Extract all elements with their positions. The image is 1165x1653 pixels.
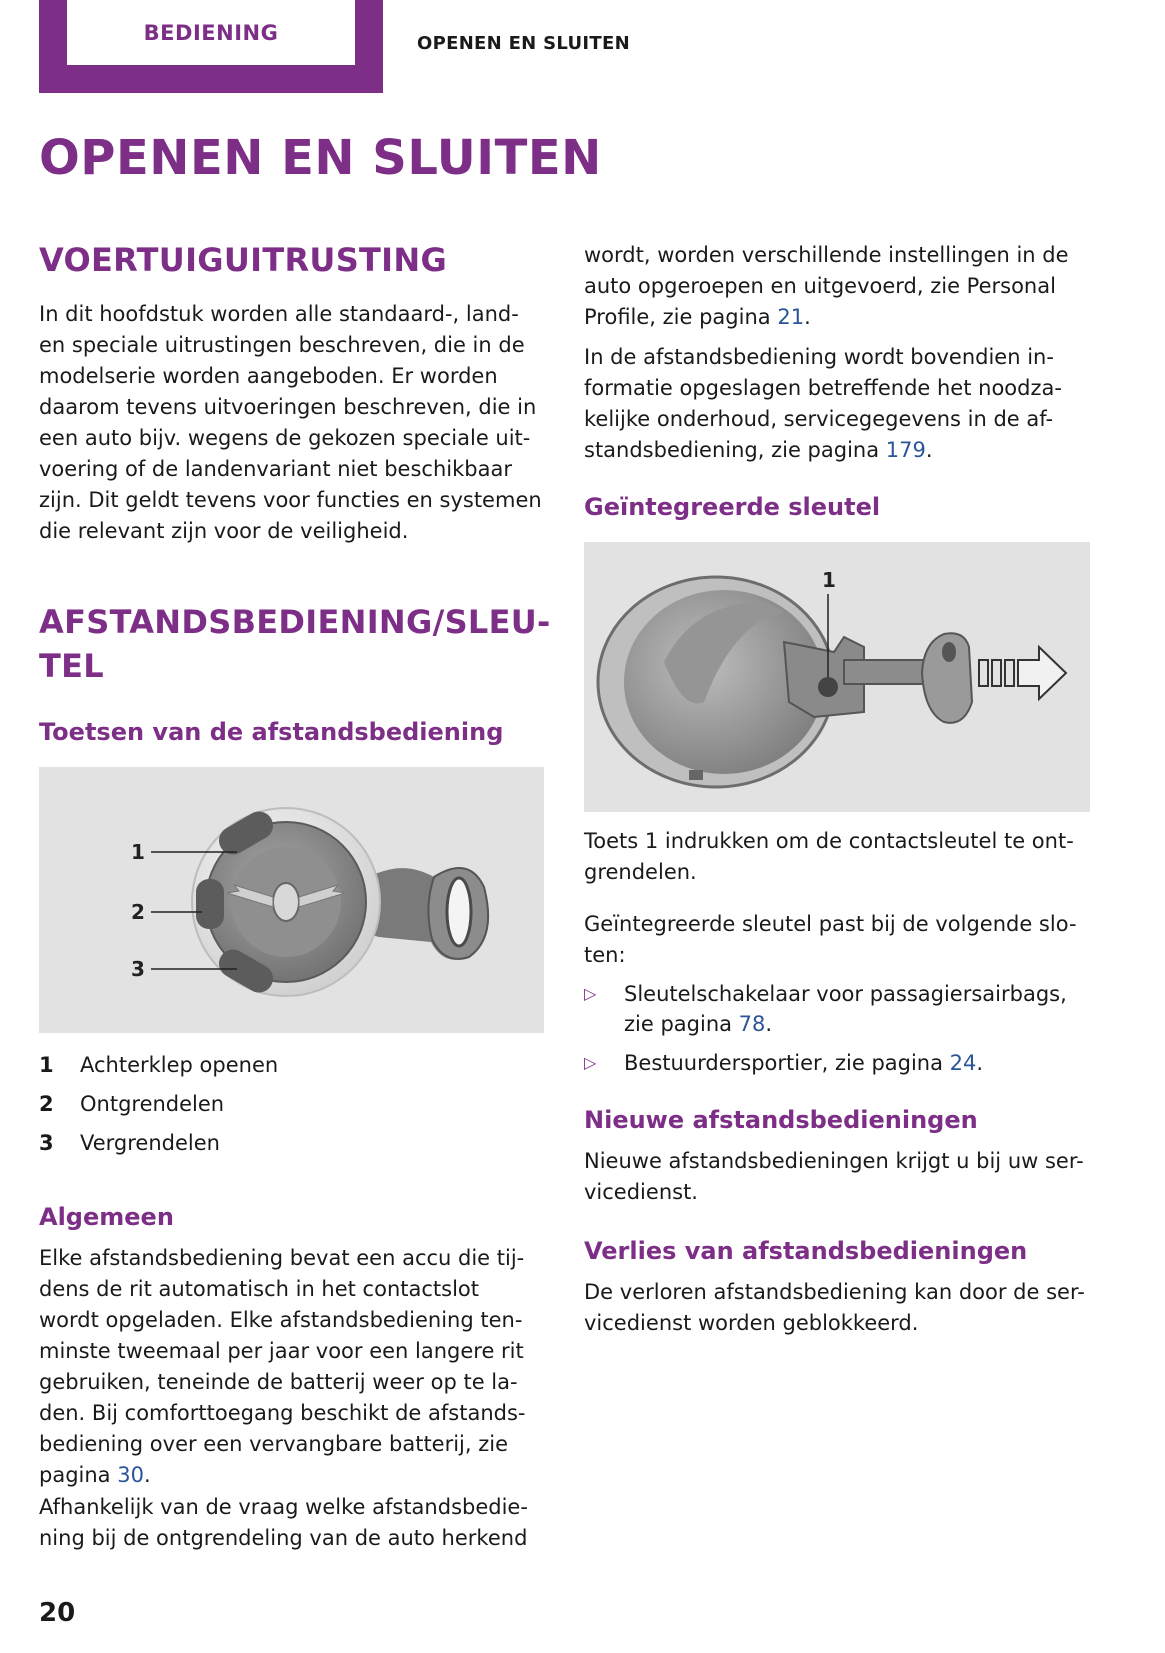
- callout-1: 1: [822, 568, 836, 592]
- text-line: In de afstandsbediening wordt bovendien in-: [584, 345, 1054, 369]
- bullet-triangle-icon: ▷: [584, 984, 597, 1003]
- text-line: grendelen.: [584, 860, 697, 884]
- text-line: [584, 302, 1069, 333]
- legend-number: 1: [39, 1053, 54, 1077]
- text-line: [624, 1009, 1067, 1039]
- list-item: [584, 1048, 983, 1078]
- text-fragment: zie pagina: [624, 1012, 739, 1036]
- text-line: en speciale uitrustingen beschreven, die in de: [39, 333, 525, 357]
- text-line: Geïntegreerde sleutel past bij de volgende slo-: [584, 912, 1077, 936]
- text-line: den. Bij comforttoegang beschikt de afstands-: [39, 1401, 526, 1425]
- section-tab: [39, 0, 383, 93]
- integrated-key-illustration: [584, 542, 1090, 812]
- subheading-toetsen: Toetsen van de afstandsbediening: [39, 718, 504, 746]
- callout-3: 3: [131, 957, 145, 981]
- integrated-key-figure: [584, 542, 1090, 812]
- section-tab-label: BEDIENING: [67, 0, 355, 65]
- text-line: modelserie worden aangeboden. Er worden: [39, 364, 498, 388]
- text-line: bediening over een vervangbare batterij, zie: [39, 1432, 509, 1456]
- heading-verlies: Verlies van afstandsbedieningen: [584, 1237, 1028, 1265]
- callout-2: 2: [131, 900, 145, 924]
- text-fragment: .: [925, 438, 933, 462]
- page-link-179[interactable]: 179: [885, 438, 926, 462]
- text-line: Sleutelschakelaar voor passagiersairbags,: [624, 982, 1067, 1006]
- legend-number: 3: [39, 1131, 54, 1155]
- text-line: De verloren afstandsbediening kan door de ser-: [584, 1280, 1085, 1304]
- text-fragment: Profile, zie pagina: [584, 305, 778, 329]
- text-line: [584, 435, 1062, 466]
- page-link-78[interactable]: 78: [738, 1012, 766, 1036]
- text-line: wordt, worden verschillende instellingen in de: [584, 243, 1069, 267]
- text-line: ning bij de ontgrendeling van de auto herkend: [39, 1526, 528, 1550]
- remote-control-figure: [39, 767, 544, 1033]
- list-item: [584, 979, 1067, 1039]
- text-line: zijn. Dit geldt tevens voor functies en systemen: [39, 488, 542, 512]
- heading-afstandsbediening: [39, 600, 551, 688]
- text-fragment: .: [804, 305, 811, 329]
- legend-item: [39, 1050, 278, 1080]
- legend-label: Ontgrendelen: [80, 1092, 225, 1116]
- text-line: In dit hoofdstuk worden alle standaard-, land-: [39, 302, 519, 326]
- text-line: ten:: [584, 943, 626, 967]
- text-fragment: .: [143, 1463, 151, 1487]
- heading-line: TEL: [39, 647, 104, 685]
- page-link-30[interactable]: 30: [117, 1463, 144, 1487]
- paragraph-personal-profile: [584, 240, 1069, 333]
- page-title: OPENEN EN SLUITEN: [39, 130, 602, 186]
- text-line: formatie opgeslagen betreffende het noodza-: [584, 376, 1062, 400]
- text-line: vicedienst worden geblokkeerd.: [584, 1311, 919, 1335]
- remote-control-illustration: [39, 767, 544, 1033]
- text-fragment: standsbediening, zie pagina: [584, 438, 886, 462]
- text-line: minste tweemaal per jaar voor een langere rit: [39, 1339, 524, 1363]
- heading-nieuwe-afstandsbedieningen: Nieuwe afstandsbedieningen: [584, 1106, 978, 1134]
- heading-geintegreerde-sleutel: Geïntegreerde sleutel: [584, 493, 881, 521]
- paragraph-service-info: [584, 342, 1062, 466]
- text-fragment: .: [976, 1051, 984, 1075]
- running-title: OPENEN EN SLUITEN: [417, 33, 630, 54]
- text-line: die relevant zijn voor de veiligheid.: [39, 519, 409, 543]
- text-fragment: pagina: [39, 1463, 118, 1487]
- heading-voertuiguitrusting: VOERTUIGUITRUSTING: [39, 241, 448, 279]
- text-line: een auto bijv. wegens de gekozen speciale uit-: [39, 426, 531, 450]
- legend-item: [39, 1089, 224, 1119]
- heading-line: AFSTANDSBEDIENING/SLEU-: [39, 603, 551, 641]
- text-fragment: .: [765, 1012, 773, 1036]
- paragraph-nieuwe: [584, 1146, 1084, 1208]
- page-link-21[interactable]: 21: [777, 305, 805, 329]
- text-line: wordt opgeladen. Elke afstandsbediening ten-: [39, 1308, 523, 1332]
- callout-1: 1: [131, 840, 145, 864]
- text-line: Afhankelijk van de vraag welke afstandsbedie-: [39, 1495, 528, 1519]
- legend-label: Achterklep openen: [80, 1053, 279, 1077]
- paragraph-sloten: [584, 909, 1077, 971]
- text-line: daarom tevens uitvoeringen beschreven, die in: [39, 395, 537, 419]
- text-fragment: Bestuurdersportier, zie pagina: [624, 1051, 950, 1075]
- text-line: Elke afstandsbediening bevat een accu die tij-: [39, 1246, 525, 1270]
- legend-item: [39, 1128, 220, 1158]
- text-line: gebruiken, teneinde de batterij weer op te la-: [39, 1370, 518, 1394]
- heading-algemeen: Algemeen: [39, 1203, 174, 1231]
- paragraph-verlies: [584, 1277, 1085, 1339]
- bullet-triangle-icon: ▷: [584, 1053, 597, 1072]
- paragraph-voertuiguitrusting: [39, 299, 542, 547]
- legend-number: 2: [39, 1092, 54, 1116]
- page-number: 20: [39, 1598, 76, 1628]
- text-line: Nieuwe afstandsbedieningen krijgt u bij uw ser-: [584, 1149, 1084, 1173]
- text-line: Toets 1 indrukken om de contactsleutel te ont-: [584, 829, 1074, 853]
- legend-label: Vergrendelen: [80, 1131, 220, 1155]
- text-line: auto opgeroepen en uitgevoerd, zie Personal: [584, 274, 1056, 298]
- paragraph-toets-1: [584, 826, 1074, 888]
- page-link-24[interactable]: 24: [949, 1051, 977, 1075]
- text-line: dens de rit automatisch in het contactslot: [39, 1277, 480, 1301]
- paragraph-algemeen-1: [39, 1243, 525, 1491]
- text-line: voering of de landenvariant niet beschikbaar: [39, 457, 512, 481]
- text-line: vicedienst.: [584, 1180, 698, 1204]
- text-line: [624, 1048, 983, 1078]
- text-line: kelijke onderhoud, servicegegevens in de af-: [584, 407, 1054, 431]
- text-line: [39, 1460, 525, 1491]
- paragraph-algemeen-2: [39, 1492, 528, 1554]
